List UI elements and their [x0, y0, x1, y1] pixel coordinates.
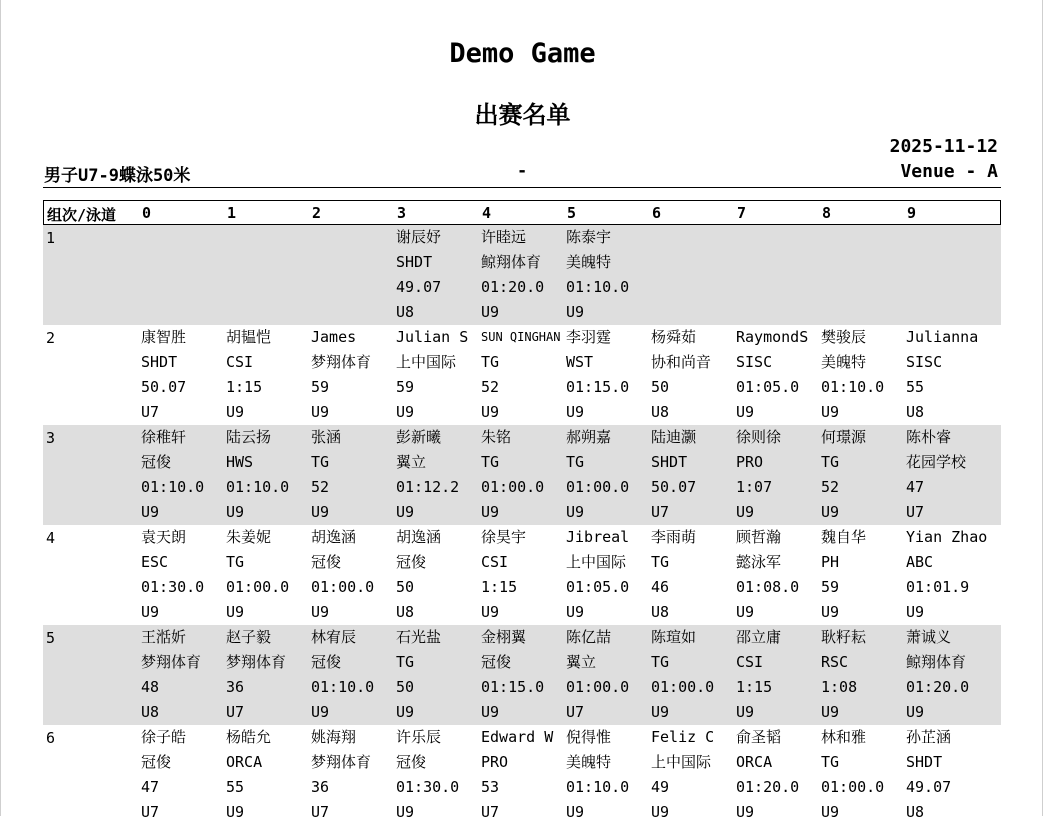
swimmer-name: 陈朴睿	[906, 428, 952, 446]
swimmer-name: 李雨萌	[651, 528, 697, 546]
swimmer-age: U7	[141, 403, 160, 421]
swimmer-club: 翼立	[566, 653, 597, 671]
swimmer-time: 52	[311, 478, 330, 496]
swimmer-name: 谢辰妤	[396, 228, 442, 246]
swimmer-name: 彭新曦	[396, 428, 442, 446]
swimmer-entry	[736, 525, 799, 625]
heat-row	[43, 525, 1001, 625]
swimmer-club: 鲸翔体育	[481, 253, 542, 271]
swimmer-age: U9	[651, 803, 670, 821]
swimmer-time: 59	[396, 378, 415, 396]
heat-number: 2	[46, 329, 56, 347]
heat-row	[43, 225, 1001, 325]
swimmer-club: 冠俊	[311, 653, 342, 671]
swimmer-time: 1:07	[736, 478, 773, 496]
swimmer-entry	[226, 525, 289, 625]
swimmer-age: U9	[141, 503, 160, 521]
swimmer-time: 50	[396, 678, 415, 696]
swimmer-time: 01:20.0	[906, 678, 970, 696]
swimmer-club: SHDT	[906, 753, 943, 771]
swimmer-time: 01:10.0	[566, 278, 630, 296]
lane-header: 7	[737, 204, 747, 222]
swimmer-entry	[651, 325, 711, 425]
swimmer-entry	[906, 325, 978, 425]
swimmer-time: 01:20.0	[481, 278, 545, 296]
swimmer-entry	[141, 325, 186, 425]
swimmer-entry	[906, 525, 987, 625]
swimmer-time: 01:01.9	[906, 578, 970, 596]
swimmer-club: 翼立	[396, 453, 427, 471]
swimmer-age: U9	[736, 503, 755, 521]
swimmer-entry	[226, 325, 271, 425]
swimmer-age: U9	[396, 703, 415, 721]
swimmer-time: 47	[906, 478, 925, 496]
swimmer-name: 陈瑄如	[651, 628, 697, 646]
swimmer-club: 上中国际	[396, 353, 457, 371]
heat-number: 1	[46, 229, 56, 247]
swimmer-age: U9	[566, 403, 585, 421]
swimmer-age: U9	[311, 503, 330, 521]
meet-date: 2025-11-12	[889, 136, 998, 157]
swimmer-club: SISC	[736, 353, 773, 371]
event-name: 男子U7-9蝶泳50米	[44, 166, 191, 186]
swimmer-name: 徐稚轩	[141, 428, 187, 446]
swimmer-club: HWS	[226, 453, 254, 471]
swimmer-club: CSI	[226, 353, 254, 371]
swimmer-club: 冠俊	[481, 653, 512, 671]
swimmer-club: 美魄特	[566, 253, 612, 271]
swimmer-entry	[651, 425, 696, 525]
swimmer-club: 上中国际	[566, 553, 627, 571]
swimmer-age: U9	[396, 803, 415, 821]
swimmer-club: TG	[821, 453, 840, 471]
swimmer-time: 01:30.0	[396, 778, 460, 796]
swimmer-club: PRO	[481, 753, 509, 771]
swimmer-name: Edward W	[481, 728, 554, 746]
swimmer-time: 01:20.0	[736, 778, 800, 796]
swimmer-club: SHDT	[396, 253, 433, 271]
swimmer-club: 美魄特	[566, 753, 612, 771]
swimmer-name: 萧诚义	[906, 628, 952, 646]
swimmer-time: 01:12.2	[396, 478, 460, 496]
swimmer-club: 冠俊	[311, 553, 342, 571]
lane-header: 8	[822, 204, 832, 222]
swimmer-time: 01:30.0	[141, 578, 205, 596]
swimmer-entry	[311, 725, 371, 825]
swimmer-age: U8	[906, 403, 925, 421]
swimmer-name: 孙芷涵	[906, 728, 952, 746]
swimmer-time: 01:15.0	[566, 378, 630, 396]
swimmer-time: 01:08.0	[736, 578, 800, 596]
swimmer-age: U9	[736, 603, 755, 621]
swimmer-entry	[736, 325, 808, 425]
swimmer-club: TG	[821, 753, 840, 771]
swimmer-club: 上中国际	[651, 753, 712, 771]
swimmer-name: 李羽霆	[566, 328, 612, 346]
swimmer-age: U7	[906, 503, 925, 521]
swimmer-entry	[481, 525, 526, 625]
swimmer-club: TG	[481, 353, 500, 371]
swimmer-name: 胡逸涵	[396, 528, 442, 546]
swimmer-club: 冠俊	[396, 553, 427, 571]
swimmer-age: U8	[651, 603, 670, 621]
swimmer-entry	[396, 325, 468, 425]
swimmer-entry	[736, 625, 781, 725]
swimmer-age: U9	[481, 503, 500, 521]
swimmer-club: 花园学校	[906, 453, 967, 471]
swimmer-entry	[906, 625, 969, 725]
swimmer-time: 01:00.0	[566, 478, 630, 496]
swimmer-time: 49	[651, 778, 670, 796]
swimmer-entry	[566, 525, 629, 625]
swimmer-time: 50.07	[651, 478, 697, 496]
swimmer-name: Julian S	[396, 328, 469, 346]
swimmer-name: 倪得惟	[566, 728, 612, 746]
swimmer-club: SHDT	[141, 353, 178, 371]
swimmer-name: 陆云扬	[226, 428, 272, 446]
swimmer-entry	[141, 625, 201, 725]
swimmer-age: U7	[141, 803, 160, 821]
swimmer-club: 协和尚音	[651, 353, 712, 371]
swimmer-club: 梦翔体育	[141, 653, 202, 671]
swimmer-age: U9	[566, 303, 585, 321]
swimmer-time: 01:00.0	[821, 778, 885, 796]
swimmer-club: RSC	[821, 653, 849, 671]
swimmer-name: 金栩翼	[481, 628, 527, 646]
swimmer-name: Jibreal	[566, 528, 630, 546]
swimmer-time: 59	[311, 378, 330, 396]
swimmer-time: 36	[226, 678, 245, 696]
swimmer-club: TG	[566, 453, 585, 471]
swimmer-entry	[906, 725, 951, 825]
lane-header: 3	[397, 204, 407, 222]
swimmer-name: 杨舜茹	[651, 328, 697, 346]
swimmer-time: 01:15.0	[481, 678, 545, 696]
swimmer-time: 1:08	[821, 678, 858, 696]
swimmer-entry	[396, 625, 441, 725]
swimmer-time: 52	[481, 378, 500, 396]
swimmer-name: 陈泰宇	[566, 228, 612, 246]
swimmer-entry	[736, 425, 781, 525]
swimmer-name: 陈亿喆	[566, 628, 612, 646]
swimmer-club: TG	[651, 653, 670, 671]
swimmer-time: 1:15	[481, 578, 518, 596]
swimmer-age: U9	[566, 603, 585, 621]
swimmer-time: 36	[311, 778, 330, 796]
swimmer-entry	[141, 525, 204, 625]
swimmer-age: U9	[226, 403, 245, 421]
swimmer-name: 林宥辰	[311, 628, 357, 646]
swimmer-entry	[226, 425, 289, 525]
swimmer-club: ORCA	[226, 753, 263, 771]
swimmer-time: 50.07	[141, 378, 187, 396]
swimmer-name: 许睦远	[481, 228, 527, 246]
swimmer-name: Yian Zhao	[906, 528, 988, 546]
lane-header: 0	[142, 204, 152, 222]
lane-header: 9	[907, 204, 917, 222]
swimmer-entry	[821, 325, 884, 425]
swimmer-club: SISC	[906, 353, 943, 371]
swimmer-age: U9	[481, 403, 500, 421]
swimmer-time: 01:10.0	[566, 778, 630, 796]
swimmer-age: U9	[141, 603, 160, 621]
swimmer-entry	[566, 625, 629, 725]
swimmer-name: 王湉妡	[141, 628, 187, 646]
swimmer-name: 胡逸涵	[311, 528, 357, 546]
swimmer-club: 懿泳军	[736, 553, 782, 571]
swimmer-club: ESC	[141, 553, 169, 571]
swimmer-entry	[481, 325, 560, 425]
swimmer-entry	[226, 625, 286, 725]
swimmer-time: 48	[141, 678, 160, 696]
swimmer-age: U9	[821, 803, 840, 821]
lane-header: 4	[482, 204, 492, 222]
swimmer-name: 袁天朗	[141, 528, 187, 546]
swimmer-name: RaymondS	[736, 328, 809, 346]
swimmer-entry	[566, 225, 629, 325]
swimmer-name: 张涵	[311, 428, 342, 446]
swimmer-age: U9	[226, 503, 245, 521]
swimmer-age: U8	[141, 703, 160, 721]
swimmer-name: SUN QINGHAN	[481, 330, 561, 344]
swimmer-name: 俞圣韬	[736, 728, 782, 746]
heat-row	[43, 625, 1001, 725]
swimmer-entry	[311, 325, 371, 425]
swimmer-age: U9	[736, 403, 755, 421]
swimmer-entry	[821, 625, 866, 725]
swimmer-time: 52	[821, 478, 840, 496]
swimmer-time: 1:15	[226, 378, 263, 396]
swimmer-club: TG	[651, 553, 670, 571]
swimmer-entry	[396, 225, 441, 325]
swimmer-age: U9	[481, 303, 500, 321]
swimmer-name: 何璟源	[821, 428, 867, 446]
swimmer-time: 01:00.0	[481, 478, 545, 496]
swimmer-age: U9	[821, 503, 840, 521]
swimmer-entry	[651, 525, 696, 625]
swimmer-name: 徐昊宇	[481, 528, 527, 546]
heat-row	[43, 425, 1001, 525]
swimmer-entry	[481, 725, 553, 825]
swimmer-age: U9	[906, 603, 925, 621]
swimmer-entry	[226, 725, 271, 825]
swimmer-name: 徐子皓	[141, 728, 187, 746]
swimmer-time: 01:00.0	[311, 578, 375, 596]
heat-number: 6	[46, 729, 56, 747]
swimmer-age: U9	[821, 603, 840, 621]
swimmer-entry	[821, 425, 866, 525]
lane-header: 5	[567, 204, 577, 222]
swimmer-time: 01:00.0	[566, 678, 630, 696]
swimmer-age: U9	[481, 703, 500, 721]
swimmer-club: 冠俊	[396, 753, 427, 771]
swimmer-club: ABC	[906, 553, 934, 571]
swimmer-name: 陆迪灏	[651, 428, 697, 446]
swimmer-name: 林和雅	[821, 728, 867, 746]
swimmer-entry	[651, 625, 714, 725]
swimmer-age: U7	[651, 503, 670, 521]
swimmer-name: 徐则徐	[736, 428, 782, 446]
swimmer-age: U9	[311, 603, 330, 621]
swimmer-club: SHDT	[651, 453, 688, 471]
swimmer-club: CSI	[736, 653, 764, 671]
heat-row	[43, 325, 1001, 425]
swimmer-time: 49.07	[396, 278, 442, 296]
swimmer-entry	[651, 725, 714, 825]
swimmer-name: 石光盐	[396, 628, 442, 646]
swimmer-name: 樊骏辰	[821, 328, 867, 346]
swimmer-name: 耿籽耘	[821, 628, 867, 646]
swimmer-entry	[311, 425, 341, 525]
swimmer-age: U9	[226, 803, 245, 821]
table-header	[43, 200, 1001, 225]
swimmer-entry	[396, 425, 459, 525]
swimmer-entry	[566, 725, 629, 825]
swimmer-age: U7	[311, 803, 330, 821]
swimmer-entry	[396, 525, 441, 625]
swimmer-name: 康智胜	[141, 328, 187, 346]
swimmer-entry	[566, 425, 629, 525]
swimmer-entry	[141, 425, 204, 525]
swimmer-club: 梦翔体育	[311, 353, 372, 371]
swimmer-time: 01:10.0	[141, 478, 205, 496]
swimmer-age: U9	[311, 403, 330, 421]
swimmer-name: 郝朔嘉	[566, 428, 612, 446]
swimmer-name: Feliz C	[651, 728, 715, 746]
swimmer-entry	[396, 725, 459, 825]
swimmer-name: 魏自华	[821, 528, 867, 546]
swimmer-name: 许乐辰	[396, 728, 442, 746]
swimmer-entry	[821, 525, 866, 625]
swimmer-time: 01:05.0	[566, 578, 630, 596]
swimmer-club: PRO	[736, 453, 764, 471]
swimmer-name: 朱姜妮	[226, 528, 272, 546]
swimmer-entry	[481, 625, 544, 725]
swimmer-entry	[141, 725, 186, 825]
swimmer-time: 50	[651, 378, 670, 396]
swimmer-club: 梦翔体育	[226, 653, 287, 671]
lane-header: 1	[227, 204, 237, 222]
swimmer-age: U9	[821, 703, 840, 721]
swimmer-time: 53	[481, 778, 500, 796]
swimmer-club: TG	[396, 653, 415, 671]
swimmer-age: U9	[906, 703, 925, 721]
lane-header: 6	[652, 204, 662, 222]
swimmer-entry	[906, 425, 966, 525]
swimmer-time: 01:05.0	[736, 378, 800, 396]
swimmer-name: 顾哲瀚	[736, 528, 782, 546]
swimmer-age: U8	[906, 803, 925, 821]
swimmer-entry	[311, 525, 374, 625]
swimmer-age: U9	[226, 603, 245, 621]
swimmer-age: U7	[566, 703, 585, 721]
swimmer-name: James	[311, 328, 357, 346]
swimmer-age: U9	[736, 803, 755, 821]
swimmer-name: 胡韫恺	[226, 328, 272, 346]
swimmer-club: TG	[481, 453, 500, 471]
swimmer-club: 梦翔体育	[311, 753, 372, 771]
swimmer-age: U9	[481, 603, 500, 621]
swimmer-age: U9	[566, 803, 585, 821]
venue-label: Venue - A	[900, 161, 998, 182]
heat-lane-header: 组次/泳道	[47, 206, 117, 224]
swimmer-name: 杨皓允	[226, 728, 272, 746]
swimmer-entry	[821, 725, 884, 825]
swimmer-name: 朱铭	[481, 428, 512, 446]
swimmer-age: U9	[396, 503, 415, 521]
swimmer-club: 美魄特	[821, 353, 867, 371]
swimmer-time: 50	[396, 578, 415, 596]
swimmer-age: U8	[396, 603, 415, 621]
swimmer-club: CSI	[481, 553, 509, 571]
heat-number: 5	[46, 629, 56, 647]
swimmer-age: U9	[311, 703, 330, 721]
swimmer-age: U7	[226, 703, 245, 721]
swimmer-age: U9	[821, 403, 840, 421]
swimmer-time: 49.07	[906, 778, 952, 796]
swimmer-club: TG	[311, 453, 330, 471]
swimmer-entry	[566, 325, 629, 425]
lane-header: 2	[312, 204, 322, 222]
swimmer-entry	[481, 225, 544, 325]
swimmer-time: 01:00.0	[226, 578, 290, 596]
swimmer-age: U9	[396, 403, 415, 421]
swimmer-club: PH	[821, 553, 840, 571]
header-divider	[43, 187, 1001, 188]
swimmer-time: 55	[226, 778, 245, 796]
swimmer-club: TG	[226, 553, 245, 571]
swimmer-time: 59	[821, 578, 840, 596]
swimmer-entry	[736, 725, 799, 825]
swimmer-club: 冠俊	[141, 753, 172, 771]
swimmer-time: 47	[141, 778, 160, 796]
heat-row	[43, 725, 1001, 825]
swimmer-name: 姚海翔	[311, 728, 357, 746]
swimmer-entry	[311, 625, 374, 725]
swimmer-time: 01:00.0	[651, 678, 715, 696]
swimmer-club: ORCA	[736, 753, 773, 771]
swimmer-club: 鲸翔体育	[906, 653, 967, 671]
swimmer-age: U7	[481, 803, 500, 821]
swimmer-name: 邵立庸	[736, 628, 782, 646]
document-subtitle: 出赛名单	[474, 101, 571, 129]
heat-number: 4	[46, 529, 56, 547]
swimmer-club: WST	[566, 353, 594, 371]
swimmer-club: 冠俊	[141, 453, 172, 471]
swimmer-age: U8	[651, 403, 670, 421]
heat-number: 3	[46, 429, 56, 447]
swimmer-time: 46	[651, 578, 670, 596]
swimmer-age: U9	[566, 503, 585, 521]
event-separator: -	[517, 161, 528, 181]
meet-title: Demo Game	[449, 38, 596, 69]
swimmer-time: 01:10.0	[821, 378, 885, 396]
swimmer-name: Julianna	[906, 328, 979, 346]
swimmer-time: 01:10.0	[226, 478, 290, 496]
swimmer-name: 赵子毅	[226, 628, 272, 646]
swimmer-entry	[481, 425, 544, 525]
swimmer-time: 01:10.0	[311, 678, 375, 696]
swimmer-time: 1:15	[736, 678, 773, 696]
swimmer-time: 55	[906, 378, 925, 396]
swimmer-age: U9	[736, 703, 755, 721]
swimmer-age: U9	[651, 703, 670, 721]
swimmer-age: U8	[396, 303, 415, 321]
